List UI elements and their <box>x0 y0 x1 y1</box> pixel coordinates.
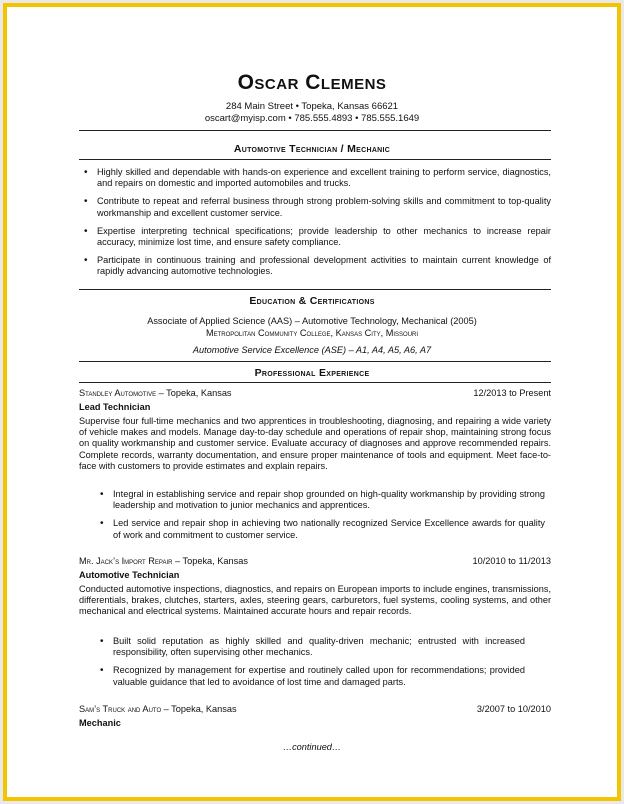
job-location: – Topeka, Kansas <box>161 704 237 714</box>
job-role: Mechanic <box>79 718 121 728</box>
job-dates: 3/2007 to 10/2010 <box>476 704 551 714</box>
job-dates: 10/2010 to 11/2013 <box>472 556 551 566</box>
school: Metropolitan Community College, Kansas City, Missouri <box>205 328 419 338</box>
certification: Automotive Service Excellence (ASE) – A1, A4, A5, A6, A7 <box>192 345 432 355</box>
job-role: Lead Technician <box>79 402 151 412</box>
section-divider <box>79 159 551 160</box>
job-role: Automotive Technician <box>79 570 180 580</box>
candidate-name: Oscar Clemens <box>237 71 387 94</box>
job-header <box>79 704 551 714</box>
job-location: – Topeka, Kansas <box>172 556 248 566</box>
job-summary: Supervise four full-time mechanics and two apprentices in troubleshooting, diagnosing, and repairing a wide variety of vehicle makes and models. Manage day-to-day schedule and operations of repair shop, maintaining strong focus on quality workmanship and customer service. Evaluate accuracy of diagnoses and approve recommended repairs. Complete records, warranty documentation, and ensure proper maintenance of tools and equipment. Meet face-to-face with customers to provide estimates and explain repairs. <box>79 416 551 471</box>
address-line: 284 Main Street • Topeka, Kansas 66621 <box>225 101 399 112</box>
section-divider <box>79 289 551 290</box>
job-bullet: • Integral in establishing service and repair shop grounded on high-quality workmanship by providing strong leadership and motivation to junior mechanics and apprentices. <box>113 489 545 511</box>
job-header <box>79 388 551 398</box>
job-bullet: • Recognized by management for expertise and routinely called upon for recommendations; provided valuable guidance that led to avoidance of lost time and damaged parts. <box>113 665 525 687</box>
company-name: Sam’s Truck and Auto <box>79 704 162 714</box>
company-name: Mr. Jack’s Import Repair <box>79 556 173 566</box>
section-divider <box>79 130 551 131</box>
job-dates: 12/2013 to Present <box>473 388 551 398</box>
company-name: Standley Automotive <box>79 388 157 398</box>
job-header <box>79 556 551 566</box>
job-bullet: • Built solid reputation as highly skilled and quality-driven mechanic; entrusted with increased responsibility, often supervising other mechanics. <box>113 636 525 658</box>
profile-bullet: • Participate in continuous training and professional development activities to maintain current knowledge of rapidly advancing automotive technologies. <box>97 255 551 277</box>
continued-note: …continued… <box>282 742 342 752</box>
profile-bullet: • Contribute to repeat and referral business through strong problem-solving skills and commitment to top-quality workmanship and excellent customer service. <box>97 196 551 218</box>
profile-title: Automotive Technician / Mechanic <box>233 143 391 155</box>
job-bullets <box>113 636 525 688</box>
resume-page <box>7 7 617 797</box>
profile-bullet: • Expertise interpreting technical specifications; provide leadership to other mechanics to increase repair accuracy, minimize lost time, and ensure safety compliance. <box>97 226 551 248</box>
degree: Associate of Applied Science (AAS) – Automotive Technology, Mechanical (2005) <box>147 316 477 326</box>
section-divider <box>79 361 551 362</box>
education-title: Education & Certifications <box>249 295 375 307</box>
profile-bullets <box>97 167 551 278</box>
profile-bullet: • Highly skilled and dependable with hands-on experience and excellent training to perform service, diagnostics, and repairs on domestic and imported automobiles and trucks. <box>97 167 551 189</box>
section-divider <box>79 382 551 383</box>
job-bullets <box>113 489 545 541</box>
job-location: – Topeka, Kansas <box>156 388 232 398</box>
job-bullet: • Led service and repair shop in achieving two nationally recognized Service Excellence awards for quality of work and commitment to customer service. <box>113 518 545 540</box>
experience-title: Professional Experience <box>254 367 370 379</box>
document-frame <box>3 3 621 801</box>
contact-line: oscart@myisp.com • 785.555.4893 • 785.555.1649 <box>204 113 420 124</box>
job-summary: Conducted automotive inspections, diagnostics, and repairs on European imports to include engines, transmissions, differentials, brakes, clutches, starters, axles, steering gears, carburetors, fuel systems, cooling systems, and other mechanical and electrical systems. Maintained accurate hours and repair records. <box>79 584 551 617</box>
